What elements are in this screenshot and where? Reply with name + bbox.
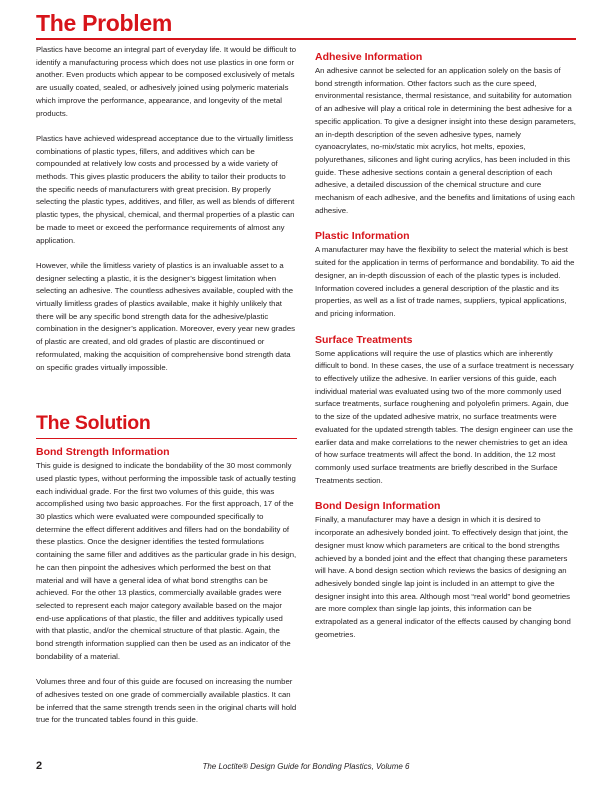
left-column — [36, 44, 297, 727]
page-title: The Problem — [36, 10, 173, 36]
page-number: 2 — [36, 760, 43, 772]
bond-design-section — [315, 500, 576, 641]
bond-strength-paragraph-1: This guide is designed to indicate the bondability of the 30 most commonly used plastic types, without performing the impossible task of actually testing each individual grade. For the first two volumes of this guide, this was accomplished using two basic approaches. For the first approach, 17 of the 30 plastics which were evaluated were compounded specifically to determine the effect different additives and fillers had on the bondability of these plastics. Once the designer identifies the tested formulations containing the same filler and additives as the particular grade in his design, he can then pinpoint the adhesives which performed the best on that material and will have a general idea of what bond strengths can be achieved. For the other 13 plastics, commercially available grades were selected to represent each major category available based on the major end-use applications of that plastic, the filler and additives typically used with that plastic, and/or the chemical structure of that plastic. Again, the bond strength information supplied can then be used as an indicator of the bondability of a material. — [36, 461, 297, 661]
problem-paragraph-1: Plastics have become an integral part of everyday life. It would be difficult to identify a manufacturing process which does not use plastics in one form or another. Even products which appear to be composed exclusively of metals are usually coated, sealed, or adhesively joined using polymeric materials which improve the performance, appearance, and longevity of the metal products. — [36, 45, 297, 118]
surface-heading: Surface Treatments — [315, 333, 413, 346]
bond-strength-heading: Bond Strength Information — [36, 446, 170, 459]
plastic-section — [315, 230, 576, 320]
plastic-paragraph: A manufacturer may have the flexibility to select the material which is best suited for the application in terms of performance and bondability. To aid the designer, an in-depth discussion of each of the plastic types is included. Information covered includes a general description of the plastic and its properties, as well as a list of trade names, suppliers, typical applications, and pricing information. — [315, 245, 575, 318]
plastic-heading: Plastic Information — [315, 230, 410, 243]
problem-paragraph-2: Plastics have achieved widespread acceptance due to the virtually limitless combinations of plastic types, fillers, and additives which can be compounded at relatively low costs and processed by a wide variety of methods. This gives plastic producers the ability to tailor their products to the specific needs of manufacturers with great precision. By properly selecting the plastic types, additives, and filler, as well as blends of different plastic types, the physical, chemical, and thermal properties of a plastic can be made to meet or exceed the performance requirements of almost any application. — [36, 133, 295, 245]
adhesive-paragraph: An adhesive cannot be selected for an application solely on the basis of bond strength information. Other factors such as the cure speed, environmental resistance, thermal resistance, and suitability for automation of an adhesive will play a critical role in determining the best adhesive for a specific application. To give a designer insight into these design parameters, an in-depth description of the seven adhesive types, namely cyanoacrylates, no-mix/static mix acrylics, hot melts, epoxies, polyurethanes, silicones and light curing acrylics, has been included in this guide. These adhesive sections contain a general description of each adhesive, a detailed discussion of the chemical structure and cure mechanism of each adhesive, and the benefits and limitations of using each adhesive. — [315, 66, 576, 215]
page-footer — [36, 760, 576, 774]
footer-title: The Loctite® Design Guide for Bonding Plastics, Volume 6 — [202, 762, 410, 771]
adhesive-section — [315, 51, 576, 217]
bond-strength-paragraph-2: Volumes three and four of this guide are focused on increasing the number of adhesives tested on one grade of commercially available plastics. It can be inferred that the same strength trends seen in the original charts will hold true for the truncated tables found in this guide. — [36, 677, 297, 725]
solution-rule — [36, 438, 297, 439]
surface-paragraph: Some applications will require the use of plastics which are inherently difficult to bond. In these cases, the use of a surface treatment is necessary to effectively utilize the adhesive. In earlier versions of this guide, each individual material was evaluated using two of the more commonly used surface treatments, surface roughening and polyolefin primers. Again, due to the size of the updated adhesive matrix, no surface treatments were evaluated for the updated strength tables. The design engineer can use the earlier data and make correlations to the newer chemistries to get an idea of how surface treatments will affect the bond. In addition, the 12 most commonly used surface treatments are briefly described in the Surface Treatments section. — [315, 348, 574, 485]
title-rule — [36, 38, 576, 40]
bond-design-heading: Bond Design Information — [315, 500, 441, 513]
adhesive-heading: Adhesive Information — [315, 51, 423, 63]
solution-title: The Solution — [36, 412, 151, 435]
surface-section — [315, 334, 576, 488]
problem-paragraph-3: However, while the limitless variety of plastics is an invaluable asset to a designer selecting a plastic, it is the designer’s biggest limitation when selecting an adhesive. The countless adhesives available, coupled with the virtually limitless grades of plastics available, make it highly unlikely that there will be any specific bond strength data for the adhesive/plastic combination in the designer’s application. Moreover, every year new grades of plastic are created, and old grades of plastic are discontinued or reformulated, making the acquisition of comprehensive bond strength data on specific grades virtually impossible. — [36, 260, 296, 372]
bond-design-paragraph: Finally, a manufacturer may have a design in which it is desired to incorporate an adhesively bonded joint. To effectively design that joint, the designer must know which parameters are critical to the bond strengths achieved by a bonded joint and the effect that changing these parameters will have. A bond design section which reviews the basics of designing an adhesively bonded single lap joint is included in an attempt to give the designer insight into this area. Although most “real world” bond geometries are more complex than single lap joints, this information can be extrapolated as a general indicator of the effects caused by changing bond geometries. — [315, 515, 571, 639]
right-column — [315, 51, 576, 654]
